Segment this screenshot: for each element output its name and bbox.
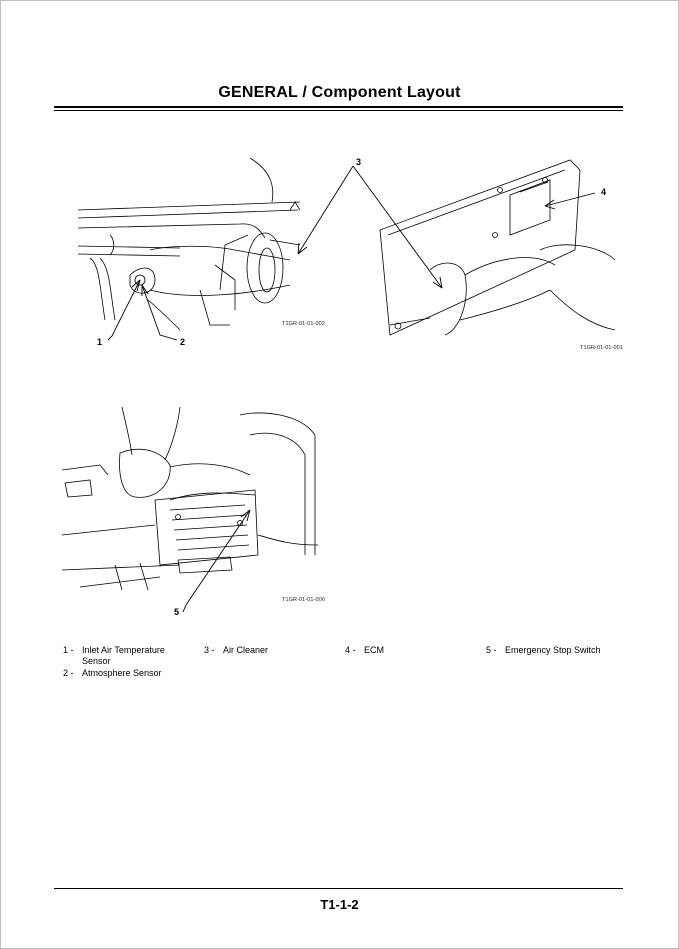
callout-1: 1	[97, 337, 103, 347]
figure-code: T1GR-01-01-001	[580, 345, 623, 351]
legend-text-line1: Inlet Air Temperature	[82, 645, 165, 655]
legend-item-1	[63, 645, 203, 669]
page-title: GENERAL / Component Layout	[218, 84, 461, 101]
figure-code: T1GR-01-01-002	[282, 321, 325, 327]
callout-5: 5	[174, 607, 180, 617]
legend-text-line2: Sensor	[82, 656, 111, 666]
legend-text	[82, 645, 165, 667]
legend-text: Atmosphere Sensor	[82, 668, 162, 678]
legend-text: Air Cleaner	[223, 645, 269, 655]
legend-number: 5 -	[486, 645, 497, 655]
legend-item-3	[204, 645, 324, 657]
legend-number: 1 -	[63, 645, 74, 655]
callout-2: 2	[180, 337, 186, 347]
legend-text: ECM	[364, 645, 384, 655]
legend-number: 3 -	[204, 645, 215, 655]
legend-number: 4 -	[345, 645, 356, 655]
legend-text: Emergency Stop Switch	[505, 645, 601, 655]
callout-3: 3	[356, 157, 362, 167]
legend-number: 2 -	[63, 668, 74, 678]
callout-4: 4	[601, 187, 607, 197]
footer-rule	[54, 888, 623, 889]
page-number: T1-1-2	[320, 897, 359, 912]
legend-item-5	[486, 645, 626, 657]
legend-item-2	[63, 668, 203, 680]
legend-item-4	[345, 645, 445, 657]
figure-code: T1GR-01-01-006	[282, 597, 325, 603]
